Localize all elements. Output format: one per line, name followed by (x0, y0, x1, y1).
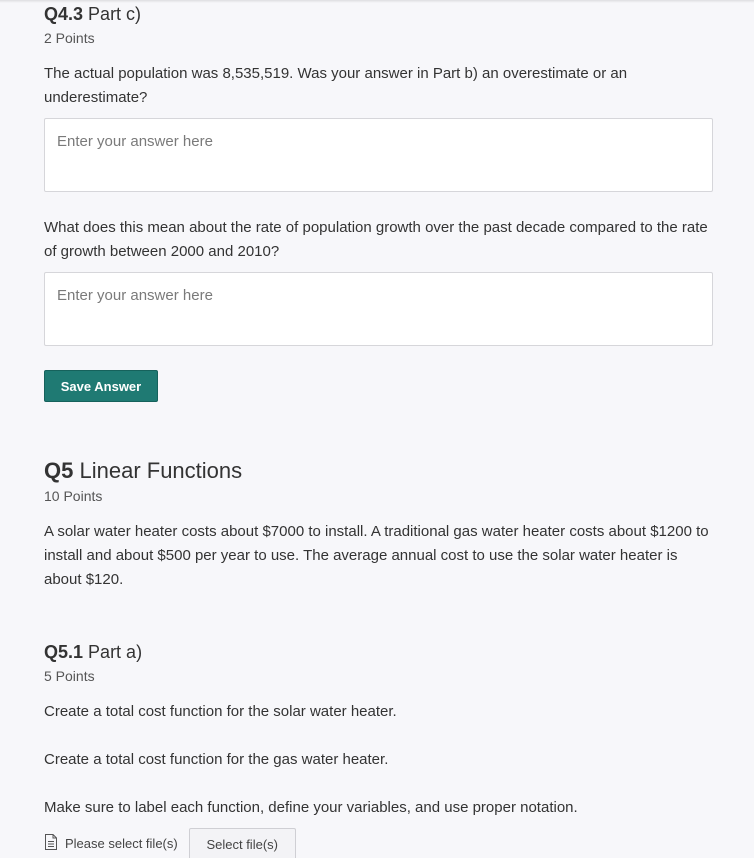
question-number: Q4.3 (44, 4, 84, 24)
question-5-header (44, 458, 242, 505)
answer-input[interactable] (44, 118, 713, 192)
question-points: 2 Points (44, 30, 95, 46)
save-answer-button[interactable]: Save Answer (44, 370, 158, 402)
question-title (44, 458, 242, 484)
select-files-button[interactable]: Select file(s) (189, 828, 296, 858)
answer-input[interactable] (44, 272, 713, 346)
question-number: Q5 (44, 458, 74, 483)
question-prompt: What does this mean about the rate of population growth over the past decade compared to the rate of growth between 2000 and 2010? (44, 219, 708, 260)
question-instruction: Create a total cost function for the solar water heater. (44, 703, 397, 720)
question-instruction: Create a total cost function for the gas water heater. (44, 751, 389, 768)
question-4-3-header (44, 3, 141, 47)
question-number: Q5.1 (44, 642, 84, 662)
question-prompt: The actual population was 8,535,519. Was your answer in Part b) an overestimate or an underestimate? (44, 65, 628, 106)
question-title (44, 641, 142, 663)
question-description: A solar water heater costs about $7000 to install. A traditional gas water heater costs about $1200 to install and about $500 per year to use. The average annual cost to use the solar water heater is about $120. (44, 523, 709, 588)
question-instruction: Make sure to label each function, define your variables, and use proper notation. (44, 799, 578, 816)
file-upload-row (44, 828, 296, 858)
file-upload-text: Please select file(s) (65, 835, 178, 851)
file-upload-label (44, 828, 178, 858)
question-title-text: Part c) (88, 4, 142, 24)
question-title (44, 3, 141, 25)
file-document-icon (44, 834, 65, 853)
question-points: 5 Points (44, 668, 95, 684)
question-title-text: Linear Functions (79, 458, 243, 483)
question-5-1-header (44, 641, 142, 685)
question-title-text: Part a) (88, 642, 143, 662)
question-points: 10 Points (44, 488, 103, 504)
